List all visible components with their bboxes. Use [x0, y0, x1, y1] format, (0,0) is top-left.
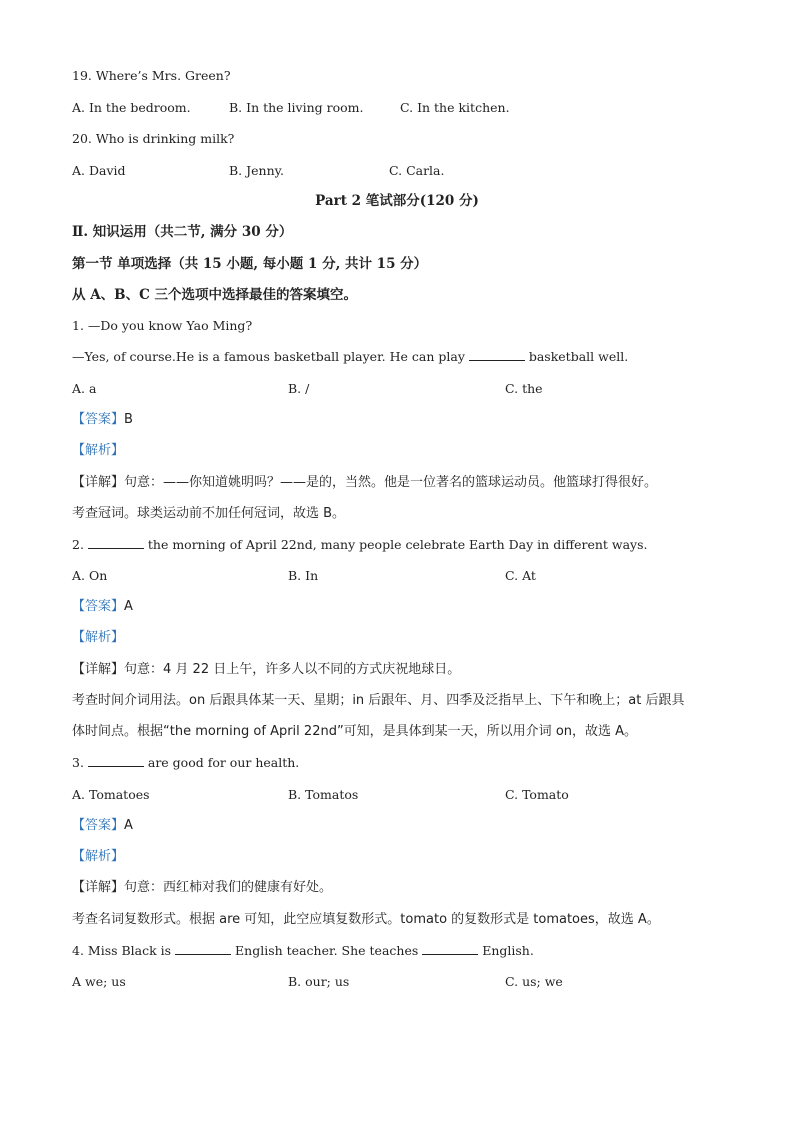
- question-1-line2: —Yes, of course.He is a famous basketball player. He can play basketball well.: [72, 349, 629, 364]
- option-b: B. Tomatos: [288, 787, 359, 802]
- option-c: C. Tomato: [505, 787, 569, 802]
- explanation: 考查冠词。球类运动前不加任何冠词，故选 B。: [72, 506, 346, 521]
- question-3: 3. are good for our health.: [72, 755, 300, 770]
- question-2: 2. the morning of April 22nd, many people celebrate Earth Day in different ways.: [72, 537, 648, 552]
- option-c: C. the: [505, 381, 543, 396]
- option-b: B. our; us: [288, 974, 350, 989]
- question-19: 19. Where’s Mrs. Green?: [72, 68, 231, 83]
- analysis-label: 【解析】: [72, 630, 125, 645]
- option-c: C. At: [505, 568, 536, 583]
- option-a: A. In the bedroom.: [72, 100, 191, 115]
- explanation: 考查时间介词用法。on 后跟具体某一天、星期；in 后跟年、月、四季及泛指早上、下午和晚上；at 后跟具: [72, 693, 685, 708]
- answer-blank: [175, 943, 231, 955]
- answer-blank: [469, 349, 525, 361]
- question-20: 20. Who is drinking milk?: [72, 131, 235, 146]
- detail-line: 【详解】句意：4 月 22 日上午，许多人以不同的方式庆祝地球日。: [72, 662, 461, 677]
- section-title: Ⅱ. 知识运用（共二节, 满分 30 分）: [72, 224, 293, 240]
- question-1: 1. —Do you know Yao Ming?: [72, 318, 253, 333]
- option-a: A we; us: [72, 974, 126, 989]
- option-b: B. In: [288, 568, 319, 583]
- answer-blank: [88, 755, 144, 767]
- option-b: B. /: [288, 381, 310, 396]
- part-title: Part 2 笔试部分(120 分): [315, 193, 479, 209]
- subsection-title: 第一节 单项选择（共 15 小题, 每小题 1 分, 共计 15 分）: [72, 256, 428, 272]
- option-a: A. On: [72, 568, 108, 583]
- answer-line: 【答案】A: [72, 818, 133, 833]
- analysis-label: 【解析】: [72, 849, 125, 864]
- answer-blank: [88, 537, 144, 549]
- answer-line: 【答案】A: [72, 599, 133, 614]
- option-c: C. us; we: [505, 974, 563, 989]
- explanation: 考查名词复数形式。根据 are 可知，此空应填复数形式。tomato 的复数形式是 tomatoes，故选 A。: [72, 912, 660, 927]
- instruction: 从 A、B、C 三个选项中选择最佳的答案填空。: [72, 287, 358, 303]
- answer-blank: [422, 943, 478, 955]
- answer-line: 【答案】B: [72, 412, 133, 427]
- detail-line: 【详解】句意：西红柿对我们的健康有好处。: [72, 880, 333, 895]
- option-b: B. In the living room.: [229, 100, 364, 115]
- option-a: A. a: [72, 381, 97, 396]
- question-4: 4. Miss Black is English teacher. She teaches English.: [72, 943, 534, 958]
- option-a: A. David: [72, 163, 126, 178]
- explanation-cont: 体时间点。根据“the morning of April 22nd”可知，是具体到某一天，所以用介词 on，故选 A。: [72, 724, 638, 739]
- option-a: A. Tomatoes: [72, 787, 150, 802]
- detail-line: 【详解】句意：——你知道姚明吗？——是的，当然。他是一位著名的篮球运动员。他篮球打得很好。: [72, 475, 658, 490]
- analysis-label: 【解析】: [72, 443, 125, 458]
- option-c: C. Carla.: [389, 163, 445, 178]
- option-b: B. Jenny.: [229, 163, 285, 178]
- option-c: C. In the kitchen.: [400, 100, 510, 115]
